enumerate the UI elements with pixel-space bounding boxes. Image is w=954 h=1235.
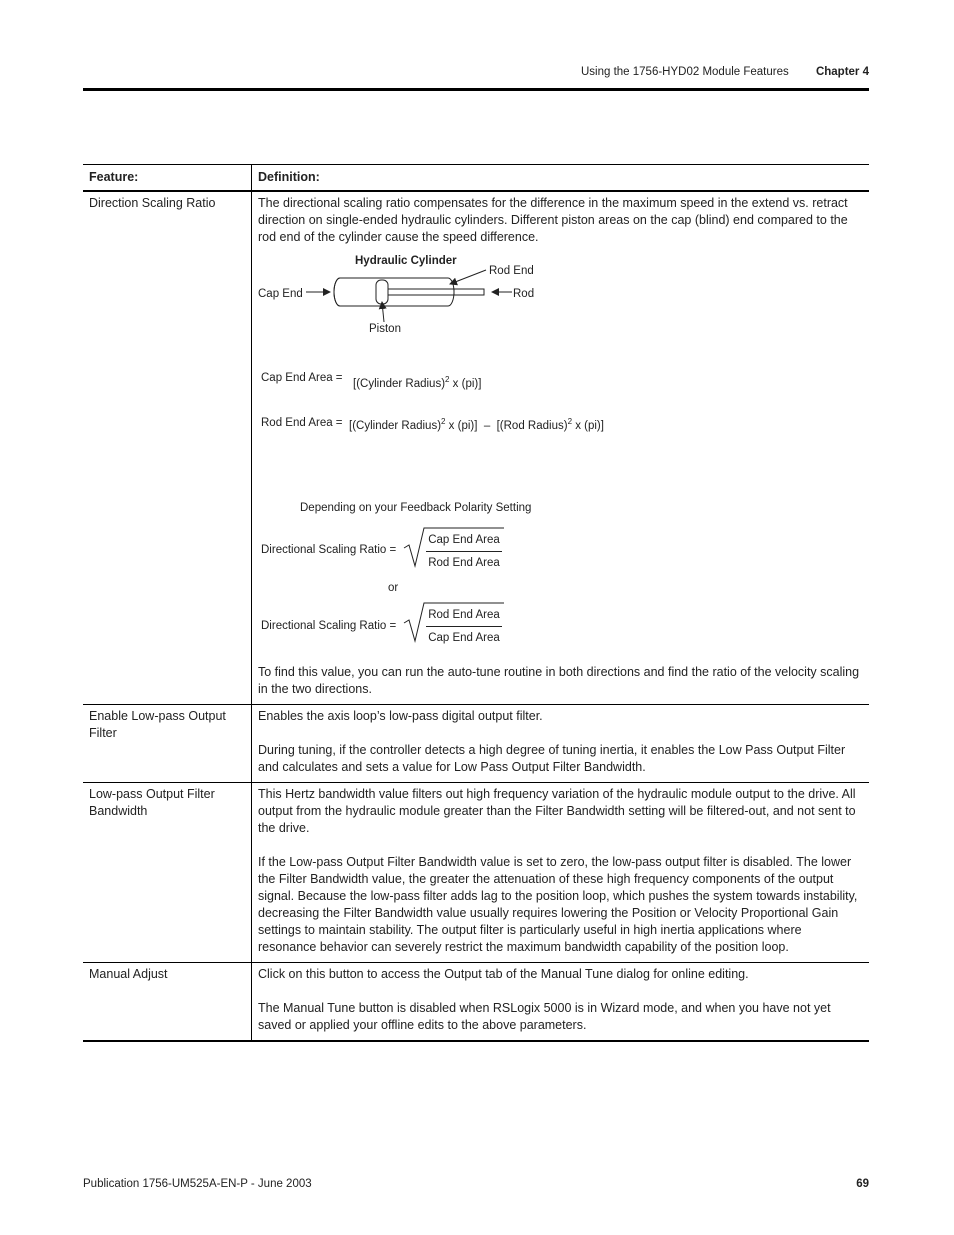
ratio-label-2: Directional Scaling Ratio =: [261, 620, 397, 632]
definition-paragraph: The Manual Tune button is disabled when RSLogix 5000 is in Wizard mode, and when you have not yet saved or applied your offline edits to the above parameters.: [258, 1001, 831, 1032]
definition-paragraph: During tuning, if the controller detects a high degree of tuning inertia, it enables the Low Pass Output Filter and calculates and sets a value for Low Pass Output Filter Bandwidth.: [258, 743, 846, 774]
ratio-fraction-2: [426, 607, 502, 647]
section-title: Using the 1756-HYD02 Module Features: [580, 66, 789, 78]
table-header-row: [83, 165, 869, 192]
definition-paragraph: Enables the axis loop’s low-pass digital output filter.: [258, 709, 543, 723]
definition-paragraph: This Hertz bandwidth value filters out high frequency variation of the hydraulic module output to the drive. All output from the hydraulic module greater than the Filter Bandwidth setting will be filtered-out, and not sent to the drive.: [258, 787, 856, 835]
feature-column-header: Feature:: [83, 165, 252, 192]
header-rule: [83, 88, 869, 91]
ratio1-denominator: Rod End Area: [428, 557, 500, 569]
feature-cell: Manual Adjust: [83, 963, 252, 1042]
chapter-label: Chapter 4: [815, 66, 869, 78]
cylinder-drawing: [258, 252, 858, 664]
rod-end-label: Rod End: [489, 265, 534, 277]
page-number: 69: [856, 1178, 869, 1190]
definition-cell: [252, 191, 870, 705]
definition-paragraph: To find this value, you can run the auto-tune routine in both directions and find the ratio of the velocity scaling in the two directions.: [258, 665, 860, 696]
or-label: or: [388, 582, 399, 594]
feature-table: [83, 164, 869, 1042]
ratio2-denominator: Cap End Area: [428, 632, 500, 644]
table-row: [83, 963, 869, 1042]
ratio-label-1: Directional Scaling Ratio =: [261, 544, 397, 556]
diagram-title: Hydraulic Cylinder: [355, 255, 457, 267]
definition-paragraph: If the Low-pass Output Filter Bandwidth value is set to zero, the low-pass output filter is disabled. The lower the Filter Bandwidth value, the greater the attenuation of these high frequency components of the output signal. Because the low-pass filter adds lag to the position loop, which pushes the system towards instability, decreasing the Filter Bandwidth value usually requires lowering the Position or Velocity Proportional Gain settings to maintain stability. The output filter is particularly useful in high inertia applications where resonance behavior can severely restrict the maximum bandwidth capability of the position loop.: [258, 855, 858, 954]
cap-area-label: Cap End Area =: [261, 372, 343, 384]
cap-end-label: Cap End: [258, 288, 303, 300]
table-row: [83, 705, 869, 783]
polarity-note: Depending on your Feedback Polarity Setting: [300, 502, 532, 514]
rod-area-formula: [(Cylinder Radius)$^2$ x (pi)] – [(Rod Radius)$^2$ x (pi)]: [349, 417, 604, 432]
rod-label: Rod: [513, 288, 535, 300]
ratio-fraction-1: [426, 532, 502, 572]
piston-label: Piston: [369, 323, 401, 335]
table-row: [83, 191, 869, 705]
ratio1-numerator: Cap End Area: [426, 532, 502, 552]
feature-cell: Low-pass Output Filter Bandwidth: [83, 783, 252, 963]
definition-paragraph: The directional scaling ratio compensates for the difference in the maximum speed in the extend vs. retract direction on single-ended hydraulic cylinders. Different piston areas on the cap (blind) end compared to the rod end of the cylinder cause the speed difference.: [258, 196, 848, 244]
page-header: [83, 66, 869, 83]
feature-cell: Enable Low-pass Output Filter: [83, 705, 252, 783]
definition-cell: [252, 963, 870, 1042]
ratio2-numerator: Rod End Area: [426, 607, 502, 627]
rod-area-label: Rod End Area =: [261, 417, 343, 429]
definition-cell: [252, 705, 870, 783]
hydraulic-cylinder-diagram: [258, 252, 863, 664]
publication-info: Publication 1756-UM525A-EN-P - June 2003: [83, 1178, 312, 1190]
table-row: [83, 783, 869, 963]
cap-area-formula: [(Cylinder Radius)$^2$ x (pi)]: [353, 375, 482, 390]
definition-paragraph: Click on this button to access the Output tab of the Manual Tune dialog for online editing.: [258, 967, 749, 981]
definition-column-header: Definition:: [252, 165, 870, 192]
feature-cell: Direction Scaling Ratio: [83, 191, 252, 705]
definition-cell: [252, 783, 870, 963]
